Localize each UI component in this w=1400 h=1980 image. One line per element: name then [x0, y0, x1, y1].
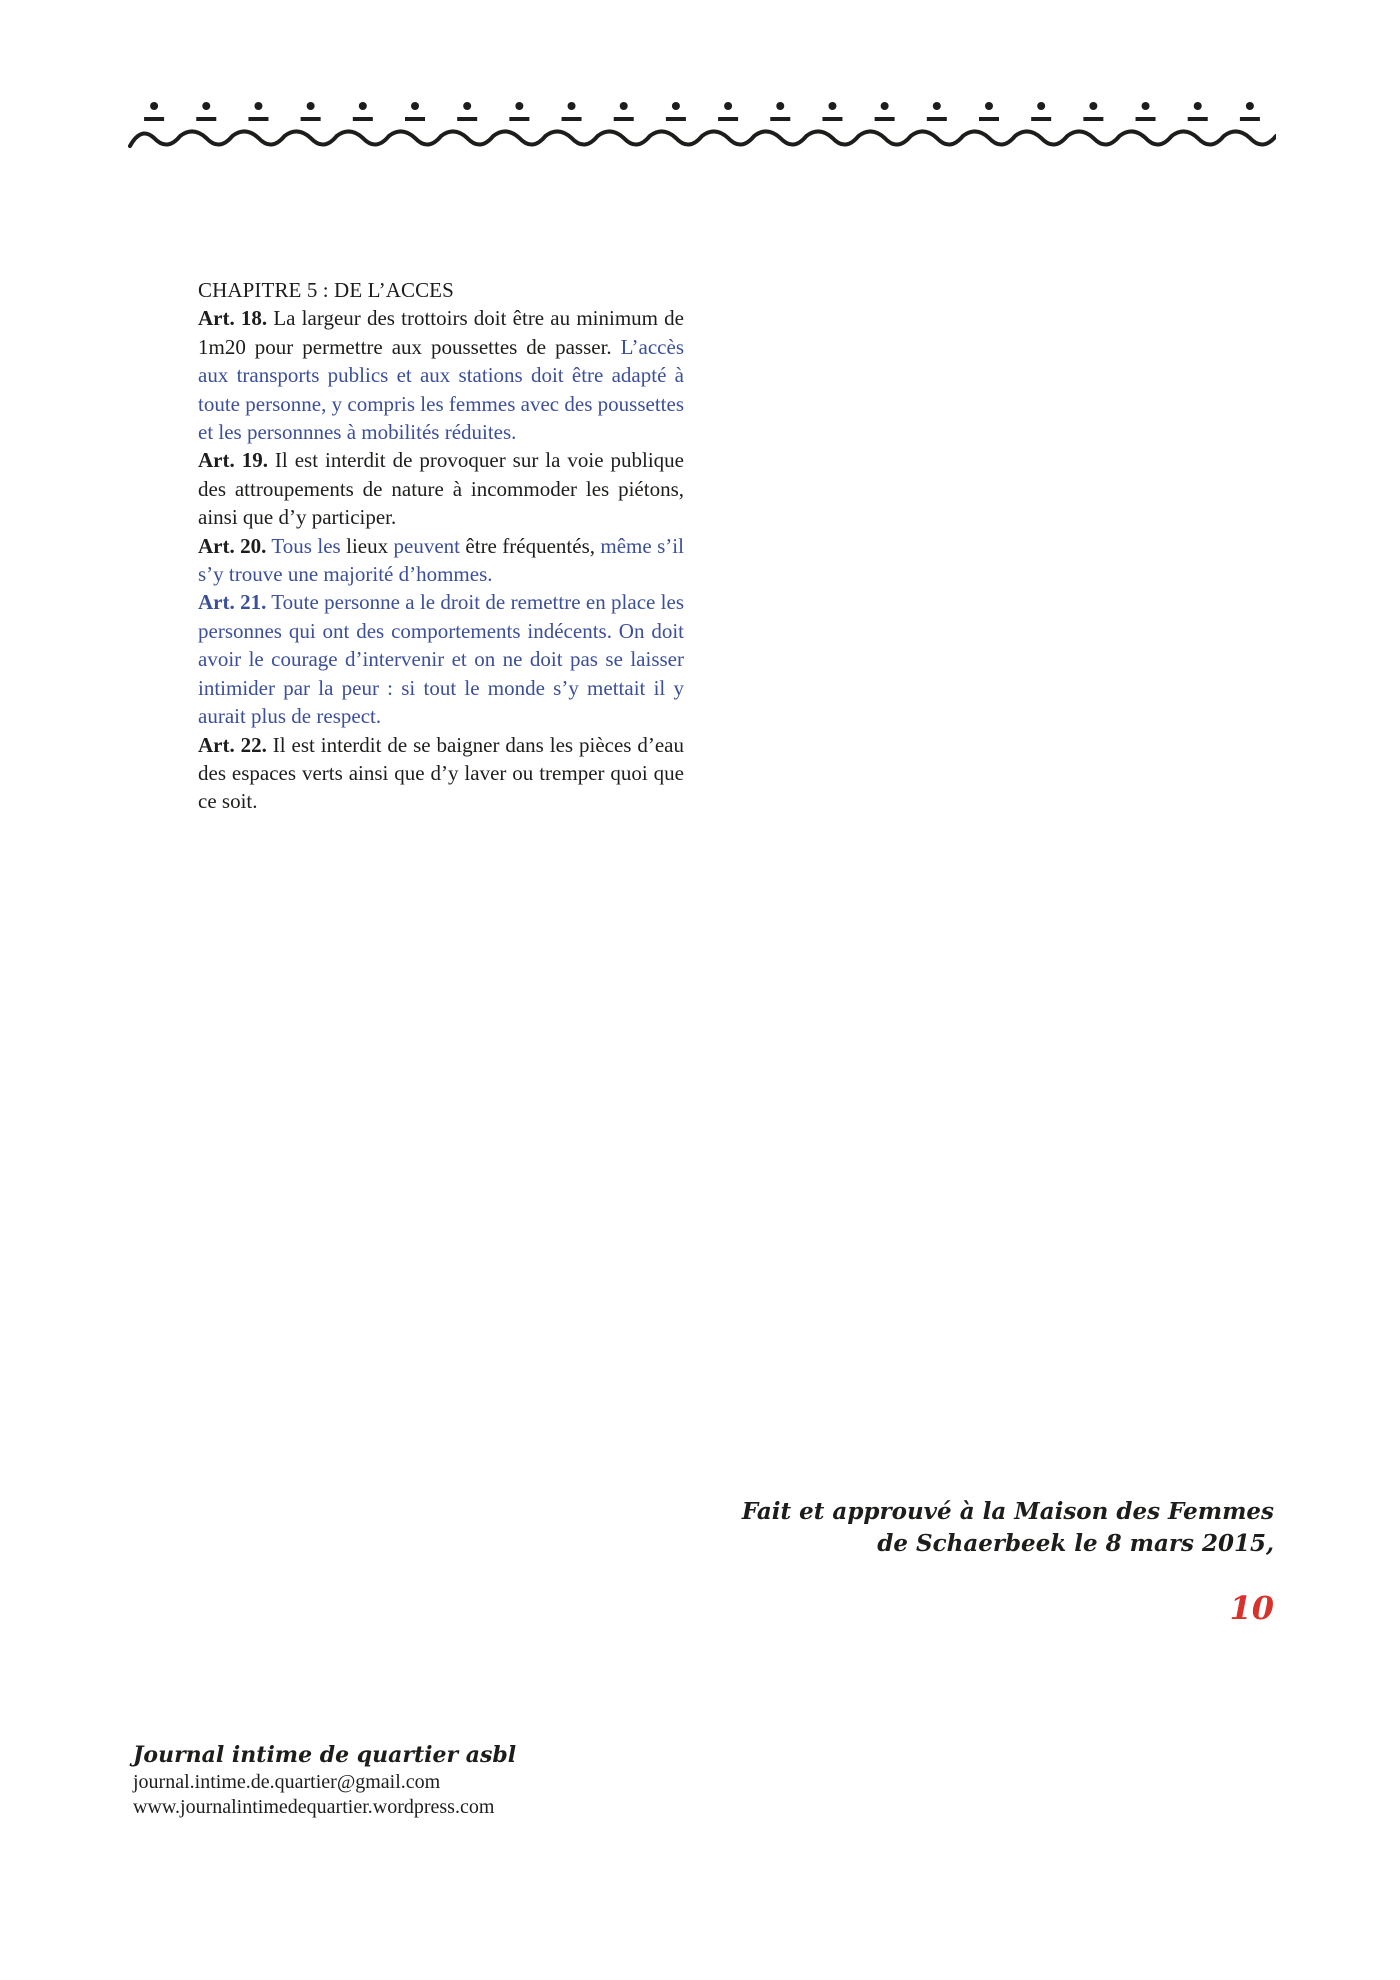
signature-line-2: de Schaerbeek le 8 mars 2015,	[877, 1530, 1274, 1557]
ornament-dash	[144, 117, 164, 121]
ornament-dot	[828, 102, 836, 110]
article-text: Il est interdit de se baigner dans les pièces d’eau des espaces verts ainsi que d’y laver ou tremper quoi que ce soit.	[198, 732, 684, 814]
ornament-dot	[568, 102, 576, 110]
ornament-dot	[776, 102, 784, 110]
ornament-dot	[307, 102, 315, 110]
ornament-dot	[933, 102, 941, 110]
ornament-dash	[1188, 117, 1208, 121]
article-text-highlighted: Toute personne a le droit de remettre en place les personnes qui ont des comportements indécents. On doit avoir le courage d’intervenir et on ne doit pas se laisser intimider par la peur : si tout le monde s’y mettait il y aurait plus de respect.	[198, 590, 684, 729]
article-label: Art. 21.	[198, 590, 267, 615]
article-text: Il est interdit de provoquer sur la voie publique des attroupements de nature à incommoder les piétons, ainsi que d’y participer.	[198, 448, 685, 530]
chapter-content	[198, 276, 684, 816]
approval-signature	[742, 1496, 1274, 1560]
article-text-highlighted: Tous les	[271, 533, 341, 558]
ornament-dot	[1194, 102, 1202, 110]
ornament-dot	[985, 102, 993, 110]
ornament-dot	[881, 102, 889, 110]
ornament-dash	[196, 117, 216, 121]
article-text-highlighted: L’accès aux transports publics et aux stations doit être adapté à toute personne, y compris les femmes avec des poussettes et les personnnes à mobilités réduites.	[198, 334, 684, 445]
article-text: être fréquentés,	[460, 533, 601, 558]
article-text-highlighted: peuvent	[393, 533, 460, 558]
ornament-dash	[718, 117, 738, 121]
signature-line-1: Fait et approuvé à la Maison des Femmes	[741, 1498, 1274, 1525]
article-text: La largeur des trottoirs doit être au minimum de 1m20 pour permettre aux poussettes de passer.	[198, 306, 684, 359]
ornament-dot	[1142, 102, 1150, 110]
ornament-marks	[144, 102, 1260, 121]
ornament-dot	[515, 102, 523, 110]
ornament-dash	[301, 117, 321, 121]
ornament-dash	[822, 117, 842, 121]
ornament-dot	[463, 102, 471, 110]
article-18	[198, 304, 684, 446]
ornament-dash	[614, 117, 634, 121]
article-label: Art. 22.	[198, 732, 267, 757]
article-20	[198, 532, 684, 589]
footer-website: www.journalintimedequartier.wordpress.com	[133, 1796, 495, 1818]
ornament-dot	[1037, 102, 1045, 110]
ornament-dash	[405, 117, 425, 121]
ornament-dash	[1031, 117, 1051, 121]
footer-email: journal.intime.de.quartier@gmail.com	[133, 1771, 441, 1793]
ornament-wave	[130, 131, 1276, 146]
article-text-highlighted: même s’il s’y trouve une majorité d’hommes.	[198, 533, 684, 587]
ornament-dot	[1089, 102, 1097, 110]
ornament-dash	[509, 117, 529, 121]
ornament-dot	[672, 102, 680, 110]
ornament-dash	[770, 117, 790, 121]
ornament-dot	[411, 102, 419, 110]
ornament-dot	[254, 102, 262, 110]
ornament-dash	[1240, 117, 1260, 121]
article-label: Art. 18.	[198, 306, 268, 331]
ornament-dash	[666, 117, 686, 121]
ornament-dash	[562, 117, 582, 121]
ornament-dash	[1136, 117, 1156, 121]
footer	[133, 1740, 516, 1820]
article-21	[198, 588, 684, 730]
page-number: 10	[1229, 1589, 1274, 1627]
ornament-dash	[979, 117, 999, 121]
ornament-dash	[875, 117, 895, 121]
article-label: Art. 20.	[198, 533, 267, 558]
article-22	[198, 731, 684, 816]
article-label: Art. 19.	[198, 448, 268, 473]
ornament-dot	[150, 102, 158, 110]
ornament-dot	[202, 102, 210, 110]
ornament-dash	[1083, 117, 1103, 121]
footer-organization: Journal intime de quartier asbl	[133, 1742, 517, 1768]
decorative-border-ornament	[128, 96, 1276, 158]
ornament-dot	[359, 102, 367, 110]
ornament-dot	[1246, 102, 1254, 110]
ornament-dash	[353, 117, 373, 121]
ornament-dot	[724, 102, 732, 110]
ornament-dot	[620, 102, 628, 110]
ornament-dash	[248, 117, 268, 121]
article-text: lieux	[340, 533, 394, 558]
chapter-title: CHAPITRE 5 : DE L’ACCES	[198, 278, 454, 302]
ornament-dash	[457, 117, 477, 121]
ornament-dash	[927, 117, 947, 121]
article-19	[198, 446, 684, 531]
